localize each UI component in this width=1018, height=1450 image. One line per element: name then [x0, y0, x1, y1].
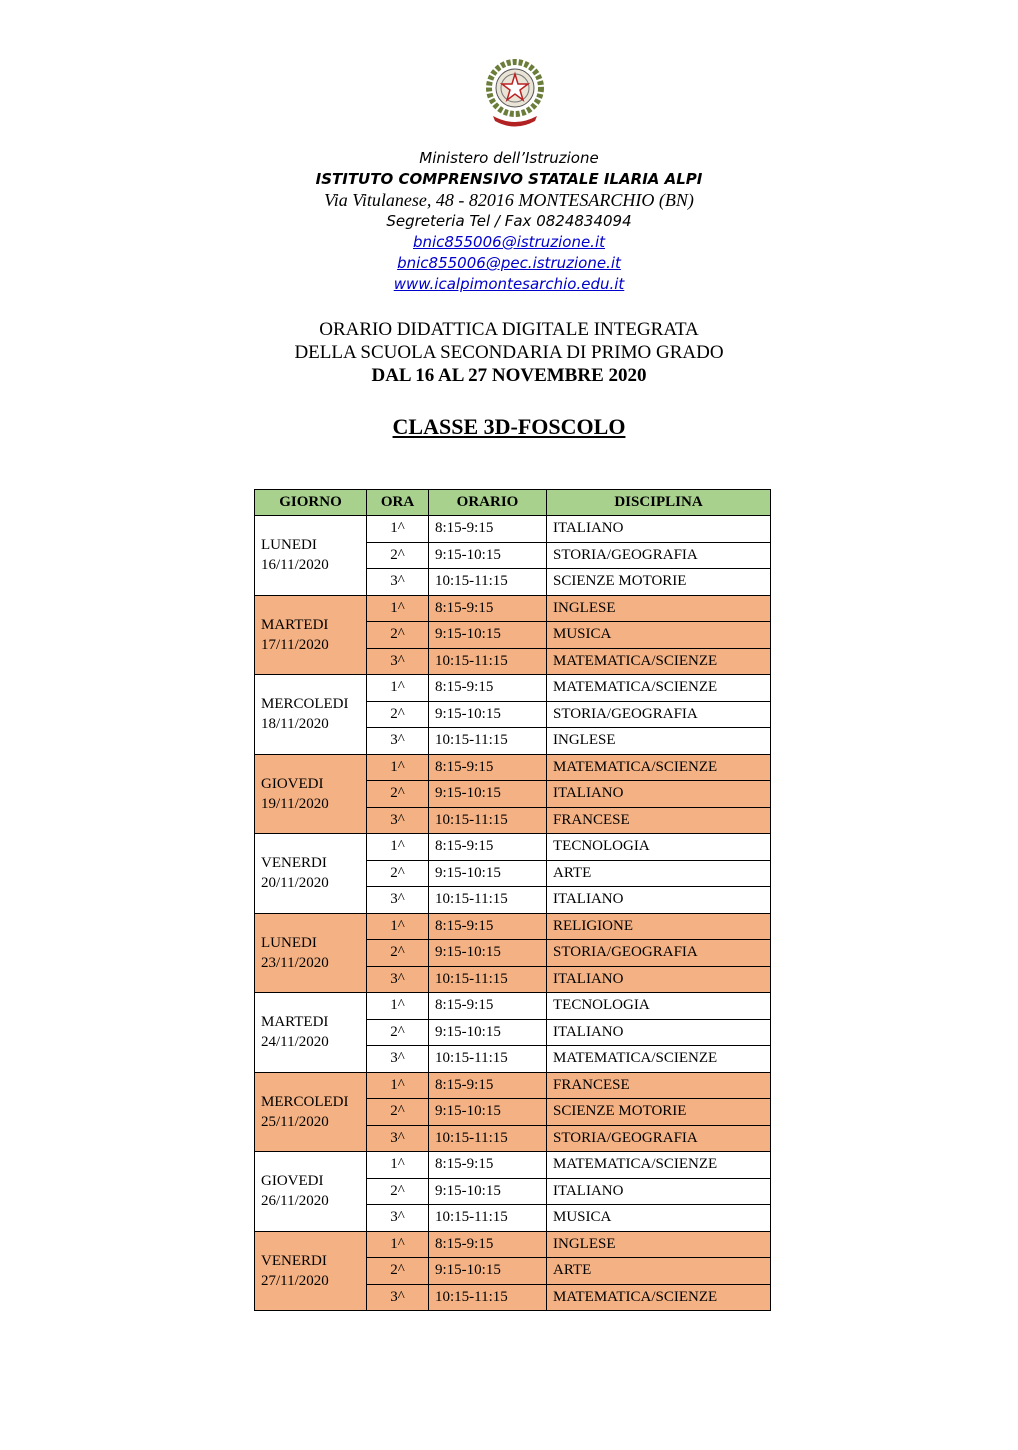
table-row — [255, 675, 771, 702]
ora-cell: 1^ — [367, 834, 429, 861]
day-date: 25/11/2020 — [261, 1113, 329, 1130]
day-group — [255, 1231, 771, 1311]
table-header-row — [255, 490, 771, 516]
table-row — [255, 1152, 771, 1179]
table-row — [255, 754, 771, 781]
ora-cell: 3^ — [367, 1284, 429, 1311]
table-row — [255, 834, 771, 861]
orario-cell: 10:15-11:15 — [429, 1284, 547, 1311]
ora-cell: 3^ — [367, 966, 429, 993]
orario-cell: 9:15-10:15 — [429, 542, 547, 569]
disciplina-cell: MATEMATICA/SCIENZE — [547, 754, 771, 781]
disciplina-cell: ITALIANO — [547, 966, 771, 993]
disciplina-cell: STORIA/GEOGRAFIA — [547, 940, 771, 967]
disciplina-cell: ITALIANO — [547, 781, 771, 808]
disciplina-cell: STORIA/GEOGRAFIA — [547, 542, 771, 569]
disciplina-cell: RELIGIONE — [547, 913, 771, 940]
orario-cell: 8:15-9:15 — [429, 993, 547, 1020]
italian-republic-emblem-icon — [483, 58, 547, 130]
school-name: ISTITUTO COMPRENSIVO STATALE ILARIA ALPI — [315, 170, 703, 188]
orario-cell: 9:15-10:15 — [429, 1178, 547, 1205]
table-row — [255, 1231, 771, 1258]
ora-cell: 1^ — [367, 913, 429, 940]
document-title — [0, 318, 1018, 387]
ora-cell: 2^ — [367, 622, 429, 649]
ora-cell: 2^ — [367, 1019, 429, 1046]
ora-cell: 1^ — [367, 1231, 429, 1258]
table-row — [255, 1072, 771, 1099]
day-date: 17/11/2020 — [261, 636, 329, 653]
orario-cell: 9:15-10:15 — [429, 622, 547, 649]
ministry-name: Ministero dell’Istruzione — [419, 149, 599, 167]
ora-cell: 2^ — [367, 860, 429, 887]
disciplina-cell: MATEMATICA/SCIENZE — [547, 675, 771, 702]
orario-cell: 8:15-9:15 — [429, 595, 547, 622]
ora-cell: 1^ — [367, 516, 429, 543]
ora-cell: 3^ — [367, 1205, 429, 1232]
day-group — [255, 1152, 771, 1232]
pec-link[interactable]: bnic855006@pec.istruzione.it — [397, 254, 621, 272]
day-date: 16/11/2020 — [261, 557, 329, 574]
day-name: MARTEDI — [261, 1014, 329, 1031]
header-orario: ORARIO — [429, 490, 547, 516]
orario-cell: 10:15-11:15 — [429, 807, 547, 834]
orario-cell: 8:15-9:15 — [429, 834, 547, 861]
class-heading: CLASSE 3D-FOSCOLO — [392, 414, 626, 439]
orario-cell: 8:15-9:15 — [429, 516, 547, 543]
day-cell — [255, 834, 367, 914]
day-date: 24/11/2020 — [261, 1034, 329, 1051]
day-name: MERCOLEDI — [261, 1093, 349, 1110]
orario-cell: 8:15-9:15 — [429, 1072, 547, 1099]
ora-cell: 3^ — [367, 807, 429, 834]
title-line-1: ORARIO DIDATTICA DIGITALE INTEGRATA — [319, 319, 699, 340]
orario-cell: 10:15-11:15 — [429, 966, 547, 993]
ora-cell: 2^ — [367, 1178, 429, 1205]
orario-cell: 10:15-11:15 — [429, 728, 547, 755]
orario-cell: 8:15-9:15 — [429, 1152, 547, 1179]
ora-cell: 2^ — [367, 781, 429, 808]
disciplina-cell: ITALIANO — [547, 516, 771, 543]
day-date: 19/11/2020 — [261, 795, 329, 812]
day-name: LUNEDI — [261, 537, 317, 554]
day-cell — [255, 675, 367, 755]
table-row — [255, 516, 771, 543]
day-name: GIOVEDI — [261, 1173, 324, 1190]
school-address: Via Vitulanese, 48 - 82016 MONTESARCHIO (BN) — [324, 190, 694, 210]
header-giorno: GIORNO — [255, 490, 367, 516]
day-date: 26/11/2020 — [261, 1193, 329, 1210]
disciplina-cell: MATEMATICA/SCIENZE — [547, 1046, 771, 1073]
day-name: MARTEDI — [261, 616, 329, 633]
day-cell — [255, 1231, 367, 1311]
disciplina-cell: SCIENZE MOTORIE — [547, 1099, 771, 1126]
ora-cell: 3^ — [367, 887, 429, 914]
title-line-3: DAL 16 AL 27 NOVEMBRE 2020 — [371, 365, 647, 386]
schedule-table — [254, 489, 771, 1311]
orario-cell: 10:15-11:15 — [429, 648, 547, 675]
day-group — [255, 913, 771, 993]
disciplina-cell: ARTE — [547, 860, 771, 887]
ora-cell: 2^ — [367, 701, 429, 728]
ora-cell: 1^ — [367, 993, 429, 1020]
ora-cell: 3^ — [367, 1125, 429, 1152]
ora-cell: 3^ — [367, 1046, 429, 1073]
disciplina-cell: ITALIANO — [547, 887, 771, 914]
email-link[interactable]: bnic855006@istruzione.it — [412, 233, 605, 251]
table-row — [255, 993, 771, 1020]
day-date: 27/11/2020 — [261, 1272, 329, 1289]
day-cell — [255, 516, 367, 596]
disciplina-cell: MATEMATICA/SCIENZE — [547, 1284, 771, 1311]
day-cell — [255, 913, 367, 993]
letterhead — [0, 148, 1018, 295]
ora-cell: 1^ — [367, 754, 429, 781]
disciplina-cell: SCIENZE MOTORIE — [547, 569, 771, 596]
disciplina-cell: FRANCESE — [547, 1072, 771, 1099]
day-cell — [255, 595, 367, 675]
orario-cell: 8:15-9:15 — [429, 675, 547, 702]
orario-cell: 8:15-9:15 — [429, 1231, 547, 1258]
orario-cell: 9:15-10:15 — [429, 1258, 547, 1285]
ora-cell: 2^ — [367, 542, 429, 569]
table-row — [255, 595, 771, 622]
day-name: MERCOLEDI — [261, 696, 349, 713]
day-group — [255, 834, 771, 914]
orario-cell: 9:15-10:15 — [429, 1099, 547, 1126]
day-name: LUNEDI — [261, 934, 317, 951]
day-cell — [255, 754, 367, 834]
orario-cell: 10:15-11:15 — [429, 1125, 547, 1152]
day-date: 20/11/2020 — [261, 875, 329, 892]
orario-cell: 10:15-11:15 — [429, 569, 547, 596]
disciplina-cell: MUSICA — [547, 622, 771, 649]
day-cell — [255, 1072, 367, 1152]
ora-cell: 1^ — [367, 595, 429, 622]
ora-cell: 1^ — [367, 675, 429, 702]
disciplina-cell: ARTE — [547, 1258, 771, 1285]
disciplina-cell: MATEMATICA/SCIENZE — [547, 1152, 771, 1179]
ora-cell: 3^ — [367, 648, 429, 675]
disciplina-cell: ITALIANO — [547, 1019, 771, 1046]
title-line-2: DELLA SCUOLA SECONDARIA DI PRIMO GRADO — [294, 342, 724, 363]
orario-cell: 9:15-10:15 — [429, 701, 547, 728]
ora-cell: 1^ — [367, 1072, 429, 1099]
day-cell — [255, 1152, 367, 1232]
header-disciplina: DISCIPLINA — [547, 490, 771, 516]
orario-cell: 9:15-10:15 — [429, 940, 547, 967]
orario-cell: 9:15-10:15 — [429, 1019, 547, 1046]
disciplina-cell: ITALIANO — [547, 1178, 771, 1205]
day-group — [255, 754, 771, 834]
school-phone: Segreteria Tel / Fax 0824834094 — [386, 212, 632, 230]
ora-cell: 1^ — [367, 1152, 429, 1179]
orario-cell: 10:15-11:15 — [429, 1046, 547, 1073]
disciplina-cell: INGLESE — [547, 595, 771, 622]
orario-cell: 9:15-10:15 — [429, 860, 547, 887]
day-name: VENERDI — [261, 1252, 327, 1269]
ora-cell: 3^ — [367, 569, 429, 596]
orario-cell: 8:15-9:15 — [429, 913, 547, 940]
disciplina-cell: TECNOLOGIA — [547, 993, 771, 1020]
disciplina-cell: MATEMATICA/SCIENZE — [547, 648, 771, 675]
website-link[interactable]: www.icalpimontesarchio.edu.it — [393, 275, 625, 293]
disciplina-cell: TECNOLOGIA — [547, 834, 771, 861]
day-group — [255, 675, 771, 755]
day-group — [255, 595, 771, 675]
orario-cell: 8:15-9:15 — [429, 754, 547, 781]
disciplina-cell: MUSICA — [547, 1205, 771, 1232]
table-row — [255, 913, 771, 940]
ora-cell: 2^ — [367, 1258, 429, 1285]
ora-cell: 2^ — [367, 1099, 429, 1126]
day-group — [255, 516, 771, 596]
day-name: VENERDI — [261, 855, 327, 872]
disciplina-cell: INGLESE — [547, 728, 771, 755]
day-group — [255, 993, 771, 1073]
disciplina-cell: INGLESE — [547, 1231, 771, 1258]
day-date: 23/11/2020 — [261, 954, 329, 971]
disciplina-cell: STORIA/GEOGRAFIA — [547, 701, 771, 728]
header-ora: ORA — [367, 490, 429, 516]
day-date: 18/11/2020 — [261, 716, 329, 733]
orario-cell: 10:15-11:15 — [429, 887, 547, 914]
disciplina-cell: STORIA/GEOGRAFIA — [547, 1125, 771, 1152]
disciplina-cell: FRANCESE — [547, 807, 771, 834]
day-group — [255, 1072, 771, 1152]
orario-cell: 9:15-10:15 — [429, 781, 547, 808]
orario-cell: 10:15-11:15 — [429, 1205, 547, 1232]
ora-cell: 3^ — [367, 728, 429, 755]
day-name: GIOVEDI — [261, 775, 324, 792]
ora-cell: 2^ — [367, 940, 429, 967]
day-cell — [255, 993, 367, 1073]
